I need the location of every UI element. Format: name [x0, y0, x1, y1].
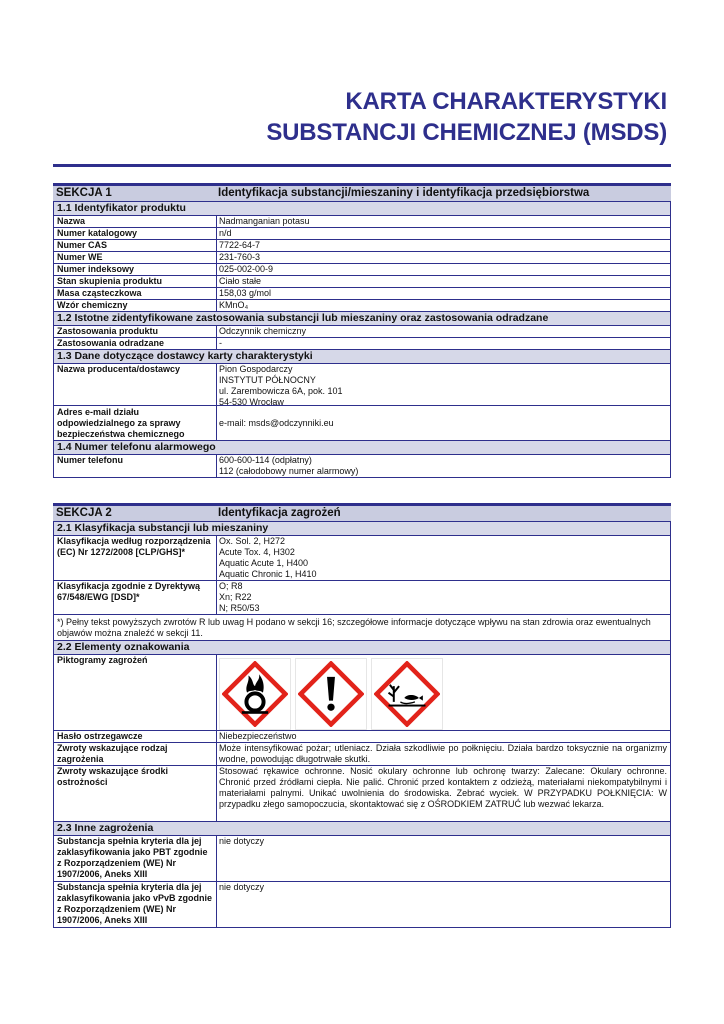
row-label: Hasło ostrzegawcze — [53, 731, 216, 742]
table-row — [53, 581, 671, 615]
row-label: Nazwa — [53, 216, 216, 227]
table-row — [53, 406, 671, 441]
dsd-line: Xn; R22 — [219, 592, 252, 602]
row-label: Substancja spełnia kryteria dla jej zaklasyfikowania jako PBT zgodnie z Rozporządzeniem (WE) Nr 1907/2006, Aneks XIII — [53, 836, 216, 881]
table-row — [53, 743, 671, 766]
pictogram-strip — [219, 655, 667, 730]
row-label: Numer WE — [53, 252, 216, 263]
section-number: SEKCJA 1 — [56, 187, 112, 199]
exclamation-mark-icon — [295, 658, 367, 730]
table-row — [53, 240, 671, 252]
table-row — [53, 766, 671, 822]
row-value: 7722-64-7 — [216, 240, 671, 251]
table-row — [53, 300, 671, 312]
table-row — [53, 882, 671, 928]
phone-line: 112 (całodobowy numer alarmowy) — [219, 466, 359, 476]
table-row — [53, 338, 671, 350]
title-line-1: KARTA CHARAKTERYSTYKI — [345, 88, 667, 115]
table-row — [53, 264, 671, 276]
subsection-2-2: 2.2 Elementy oznakowania — [53, 641, 671, 655]
row-label: Substancja spełnia kryteria dla jej zaklasyfikowania jako vPvB zgodnie z Rozporządzeniem (WE) Nr 1907/2006, Aneks XIII — [53, 882, 216, 927]
row-value: n/d — [216, 228, 671, 239]
footnote: *) Pełny tekst powyższych zwrotów R lub uwag H podano w sekcji 16; szczegółowe informacje dotyczące wpływu na stan zdrowia oraz ewentualnych objawów można znaleźć w sekcji 11. — [53, 615, 671, 641]
row-value: 158,03 g/mol — [216, 288, 671, 299]
table-row — [53, 836, 671, 882]
table-row — [53, 252, 671, 264]
producer-address — [216, 364, 671, 405]
table-row — [53, 276, 671, 288]
clp-values — [216, 536, 671, 580]
row-label: Zastosowania odradzane — [53, 338, 216, 349]
title-line-2: SUBSTANCJI CHEMICZNEJ (MSDS) — [266, 119, 667, 146]
row-value: Odczynnik chemiczny — [216, 326, 671, 337]
row-label: Numer CAS — [53, 240, 216, 251]
dsd-values — [216, 581, 671, 614]
table-row — [53, 455, 671, 478]
row-label: Numer katalogowy — [53, 228, 216, 239]
clp-line: Aquatic Acute 1, H400 — [219, 558, 309, 568]
row-label: Nazwa producenta/dostawcy — [53, 364, 216, 405]
email-value[interactable]: e-mail: msds@odczynniki.eu — [216, 406, 671, 440]
row-value: - — [216, 338, 671, 349]
row-label: Wzór chemiczny — [53, 300, 216, 311]
table-row — [53, 216, 671, 228]
section-number: SEKCJA 2 — [56, 507, 112, 519]
row-label: Zastosowania produktu — [53, 326, 216, 337]
row-label: Numer telefonu — [53, 455, 216, 477]
row-label: Klasyfikacja zgodnie z Dyrektywą 67/548/EWG [DSD]* — [53, 581, 216, 614]
pbt-value: nie dotyczy — [216, 836, 671, 881]
phone-values — [216, 455, 671, 477]
subsection-2-3: 2.3 Inne zagrożenia — [53, 822, 671, 836]
table-row — [53, 536, 671, 581]
vpvb-value: nie dotyczy — [216, 882, 671, 927]
row-label: Numer indeksowy — [53, 264, 216, 275]
address-line: 54-530 Wrocław — [219, 397, 284, 407]
section-1-header — [53, 183, 671, 202]
dsd-line: N; R50/53 — [219, 603, 260, 613]
row-label: Stan skupienia produktu — [53, 276, 216, 287]
address-line: ul. Zarembowicza 6A, pok. 101 — [219, 386, 343, 396]
table-row — [53, 364, 671, 406]
row-label: Zwroty wskazujące rodzaj zagrożenia — [53, 743, 216, 765]
clp-line: Ox. Sol. 2, H272 — [219, 536, 286, 546]
title-rule — [53, 164, 671, 167]
row-label: Piktogramy zagrożeń — [53, 655, 216, 730]
row-label: Zwroty wskazujące środki ostrożności — [53, 766, 216, 821]
row-label: Klasyfikacja według rozporządzenia (EC) Nr 1272/2008 [CLP/GHS]* — [53, 536, 216, 580]
row-label: Masa cząsteczkowa — [53, 288, 216, 299]
table-row — [53, 288, 671, 300]
subsection-1-2: 1.2 Istotne zidentyfikowane zastosowania substancji lub mieszaniny oraz zastosowania odradzane — [53, 312, 671, 326]
row-value: Nadmanganian potasu — [216, 216, 671, 227]
phone-line: 600-600-114 (odpłatny) — [219, 455, 312, 465]
subsection-1-1: 1.1 Identyfikator produktu — [53, 202, 671, 216]
row-value: Ciało stałe — [216, 276, 671, 287]
table-row — [53, 655, 671, 731]
table-row — [53, 228, 671, 240]
environment-icon — [371, 658, 443, 730]
signal-word: Niebezpieczeństwo — [216, 731, 671, 742]
section-title: Identyfikacja substancji/mieszaniny i identyfikacja przedsiębiorstwa — [218, 187, 590, 199]
address-line: Pion Gospodarczy — [219, 364, 293, 374]
table-row — [53, 326, 671, 338]
flame-over-circle-icon — [219, 658, 291, 730]
clp-line: Aquatic Chronic 1, H410 — [219, 569, 317, 579]
precautionary-statements: Stosować rękawice ochronne. Nosić okulary ochronne lub ochronę twarzy: Zalecane: Okulary ochronne. Chronić przed źródłami ciepła. Nie palić. Chronić przed kontaktem z odzieżą, materiałami niekompatybilnymi i materiałami palnymi. Unikać uwolnienia do środowiska. Zebrać wyciek. W PRZYPADKU POŁKNIĘCIA: W przypadku złego samopoczucia, skontaktować się z OŚRODKIEM ZATRUĆ lub wezwać lekarza. — [216, 766, 671, 821]
section-1-table — [53, 183, 671, 478]
row-value: 231-760-3 — [216, 252, 671, 263]
section-title: Identyfikacja zagrożeń — [218, 507, 341, 519]
row-value: 025-002-00-9 — [216, 264, 671, 275]
dsd-line: O; R8 — [219, 581, 243, 591]
section-2-header — [53, 503, 671, 522]
pictograms-cell — [216, 655, 671, 730]
clp-line: Acute Tox. 4, H302 — [219, 547, 295, 557]
row-label: Adres e-mail działu odpowiedzialnego za sprawy bezpieczeństwa chemicznego — [53, 406, 216, 440]
address-line: INSTYTUT PÓŁNOCNY — [219, 375, 316, 385]
table-row — [53, 731, 671, 743]
subsection-1-4: 1.4 Numer telefonu alarmowego — [53, 441, 671, 455]
subsection-1-3: 1.3 Dane dotyczące dostawcy karty charakterystyki — [53, 350, 671, 364]
hazard-statements: Może intensyfikować pożar; utleniacz. Działa szkodliwie po połknięciu. Działa bardzo toksycznie na organizmy wodne, powodując długotrwałe skutki. — [216, 743, 671, 765]
section-2-table — [53, 503, 671, 928]
subsection-2-1: 2.1 Klasyfikacja substancji lub mieszaniny — [53, 522, 671, 536]
row-value: KMnO₄ — [216, 300, 671, 311]
document-title — [266, 86, 667, 148]
